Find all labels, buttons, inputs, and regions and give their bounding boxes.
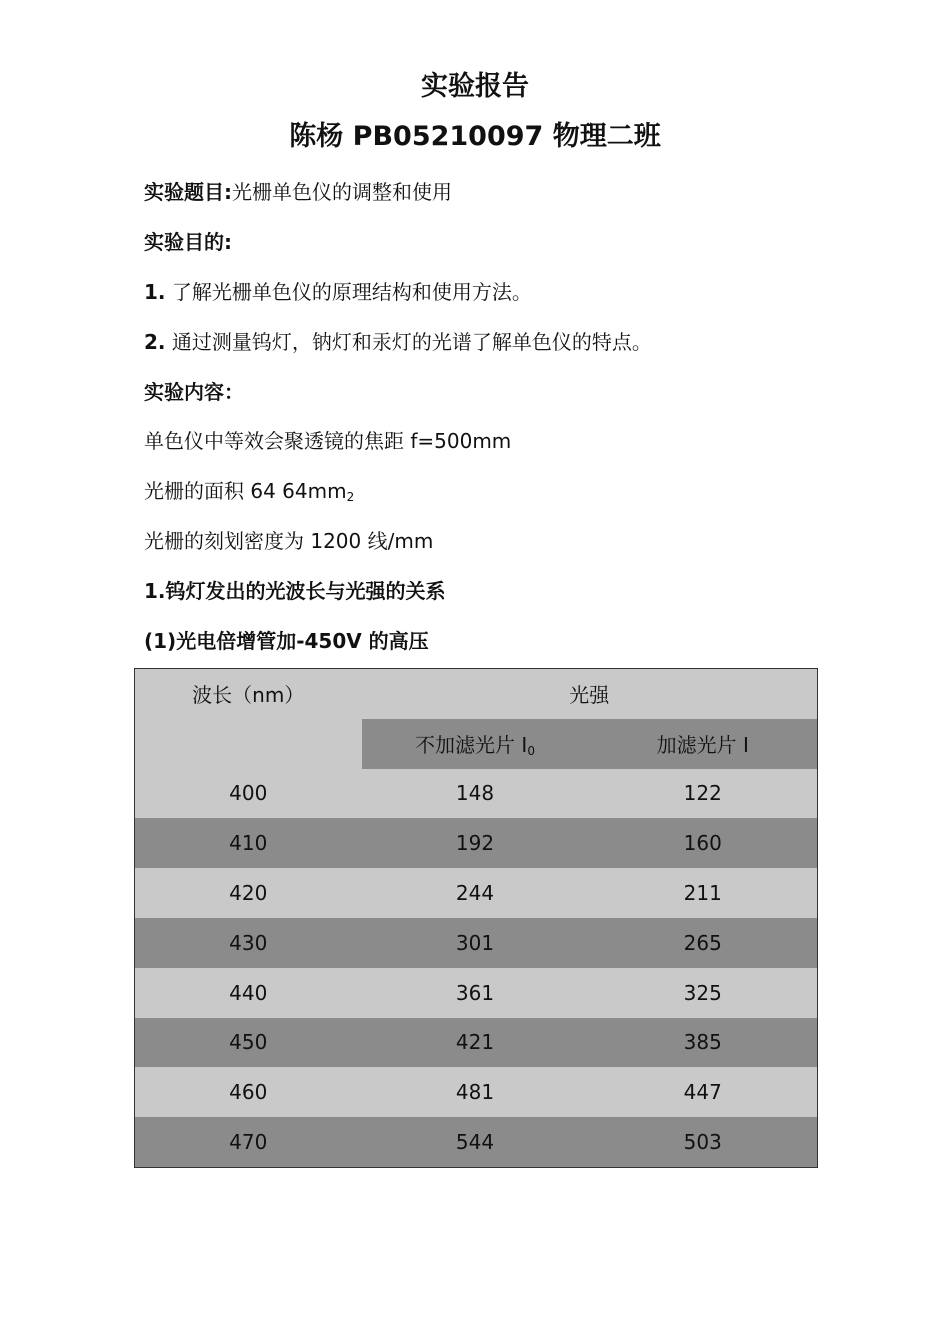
cell-wavelength: 400 — [135, 769, 362, 819]
header-wavelength: 波长（nm） — [135, 669, 362, 719]
purpose-item-number: 2. — [144, 330, 166, 354]
cell-wavelength: 450 — [135, 1018, 362, 1068]
table-row — [135, 1018, 818, 1068]
cell-no-filter: 481 — [362, 1067, 589, 1117]
topic-line — [144, 176, 452, 205]
grating-area-text: 光栅的面积 64 64mm — [144, 479, 347, 503]
cell-wavelength: 410 — [135, 818, 362, 868]
table-row — [135, 1117, 818, 1167]
cell-filter: 447 — [589, 1067, 818, 1117]
cell-no-filter: 361 — [362, 968, 589, 1018]
cell-filter: 122 — [589, 769, 818, 819]
header-no-filter-subscript: 0 — [527, 744, 535, 759]
header-filter: 加滤光片 I — [589, 719, 818, 769]
cell-wavelength: 440 — [135, 968, 362, 1018]
header-no-filter-text: 不加滤光片 I — [415, 733, 528, 758]
grating-area-exponent: 2 — [346, 490, 355, 504]
cell-no-filter: 421 — [362, 1018, 589, 1068]
table-subheader-row — [135, 719, 818, 769]
cell-filter: 265 — [589, 918, 818, 968]
table-row — [135, 769, 818, 819]
cell-filter: 211 — [589, 868, 818, 918]
table-row — [135, 968, 818, 1018]
cell-wavelength: 470 — [135, 1117, 362, 1167]
header-blank-cell — [135, 719, 362, 769]
topic-value: 光栅单色仪的调整和使用 — [232, 180, 452, 204]
header-no-filter — [362, 719, 589, 769]
purpose-label: 实验目的: — [144, 230, 232, 254]
cell-no-filter: 301 — [362, 918, 589, 968]
table-header-row — [135, 669, 818, 719]
header-intensity: 光强 — [362, 669, 818, 719]
purpose-item-1 — [144, 276, 532, 305]
cell-no-filter: 544 — [362, 1117, 589, 1167]
section-1-heading: 1.钨灯发出的光波长与光强的关系 — [144, 579, 446, 603]
focal-length-line: 单色仪中等效会聚透镜的焦距 f=500mm — [144, 429, 512, 453]
cell-filter: 503 — [589, 1117, 818, 1167]
cell-filter: 160 — [589, 818, 818, 868]
grating-area-line — [144, 475, 354, 504]
purpose-item-number: 1. — [144, 280, 166, 304]
purpose-item-text: 通过测量钨灯，钠灯和汞灯的光谱了解单色仪的特点。 — [165, 330, 652, 354]
cell-wavelength: 430 — [135, 918, 362, 968]
cell-wavelength: 420 — [135, 868, 362, 918]
topic-label: 实验题目: — [144, 180, 232, 204]
table-row — [135, 818, 818, 868]
intensity-table — [134, 668, 818, 1168]
cell-filter: 325 — [589, 968, 818, 1018]
section-1a-heading: (1)光电倍增管加-450V 的高压 — [144, 629, 429, 653]
cell-no-filter: 148 — [362, 769, 589, 819]
cell-no-filter: 192 — [362, 818, 589, 868]
table-row — [135, 918, 818, 968]
report-title: 实验报告 — [421, 71, 529, 102]
purpose-item-text: 了解光栅单色仪的原理结构和使用方法。 — [165, 280, 532, 304]
cell-no-filter: 244 — [362, 868, 589, 918]
table-row — [135, 1067, 818, 1117]
purpose-item-2 — [144, 326, 652, 355]
cell-wavelength: 460 — [135, 1067, 362, 1117]
grating-density-line: 光栅的刻划密度为 1200 线/mm — [144, 529, 434, 553]
table-row — [135, 868, 818, 918]
author-line: 陈杨 PB05210097 物理二班 — [289, 121, 661, 152]
cell-filter: 385 — [589, 1018, 818, 1068]
content-label: 实验内容： — [144, 380, 244, 404]
